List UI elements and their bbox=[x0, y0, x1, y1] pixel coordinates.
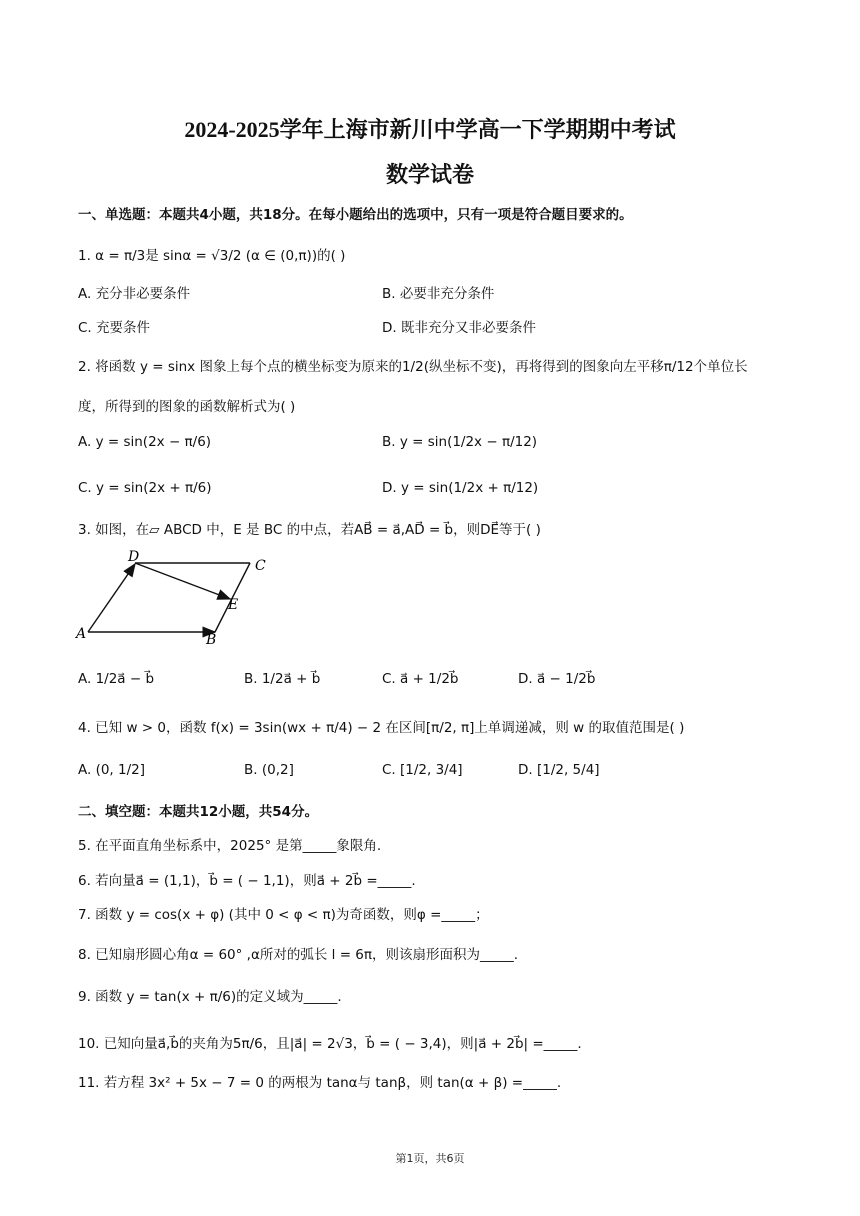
question-8: 8. 已知扇形圆心角α = 60° ,α所对的弧长 l = 6π，则该扇形面积为_____. bbox=[78, 947, 519, 963]
q4-option-b: B. (0,2] bbox=[244, 762, 294, 778]
q2-option-d: D. y = sin(1/2x + π/12) bbox=[382, 480, 539, 496]
q1-option-d: D. 既非充分又非必要条件 bbox=[382, 320, 536, 336]
vector-de bbox=[135, 563, 230, 599]
q1-option-c: C. 充要条件 bbox=[78, 320, 151, 336]
question-1-stem: 1. α = π/3是 sinα = √3/2 (α ∈ (0,π))的( ) bbox=[78, 248, 346, 264]
q3-option-d: D. a⃗ − 1/2b⃗ bbox=[518, 671, 596, 687]
q2-option-b: B. y = sin(1/2x − π/12) bbox=[382, 434, 538, 450]
question-2-stem-line1: 2. 将函数 y = sinx 图象上每个点的横坐标变为原来的1/2(纵坐标不变)，再将得到的图象向左平移π/12个单位长 bbox=[78, 359, 748, 375]
page-title: 2024-2025学年上海市新川中学高一下学期期中考试 bbox=[184, 117, 676, 142]
label-e: E bbox=[228, 597, 239, 613]
question-7: 7. 函数 y = cos(x + φ) (其中 0 < φ < π)为奇函数，则φ =_____； bbox=[78, 907, 489, 923]
label-d: D bbox=[128, 549, 140, 565]
page-subtitle: 数学试卷 bbox=[385, 162, 474, 187]
label-c: C bbox=[255, 558, 266, 574]
q3-option-a: A. 1/2a⃗ − b⃗ bbox=[78, 671, 155, 687]
question-11: 11. 若方程 3x² + 5x − 7 = 0 的两根为 tanα与 tanβ，则 tan(α + β) =_____. bbox=[78, 1075, 562, 1091]
q4-option-c: C. [1/2, 3/4] bbox=[382, 762, 463, 778]
vector-ad bbox=[88, 564, 135, 632]
q2-option-a: A. y = sin(2x − π/6) bbox=[78, 434, 212, 450]
q1-option-a: A. 充分非必要条件 bbox=[78, 286, 191, 302]
q2-option-c: C. y = sin(2x + π/6) bbox=[78, 480, 212, 496]
q4-option-d: D. [1/2, 5/4] bbox=[518, 762, 600, 778]
label-a: A bbox=[76, 626, 87, 642]
question-6: 6. 若向量a⃗ = (1,1)，b⃗ = ( − 1,1)，则a⃗ + 2b⃗ =_____. bbox=[78, 873, 416, 889]
q4-option-a: A. (0, 1/2] bbox=[78, 762, 146, 778]
question-2-stem-line2: 度，所得到的图象的函数解析式为( ) bbox=[78, 399, 296, 415]
page-footer: 第1页，共6页 bbox=[395, 1152, 465, 1165]
question-5: 5. 在平面直角坐标系中，2025° 是第_____象限角. bbox=[78, 838, 382, 854]
section-1-heading: 一、单选题：本题共4小题，共18分。在每小题给出的选项中，只有一项是符合题目要求的。 bbox=[78, 207, 633, 223]
q3-option-c: C. a⃗ + 1/2b⃗ bbox=[382, 671, 459, 687]
question-3-stem: 3. 如图，在▱ ABCD 中，E 是 BC 的中点，若AB⃗ = a⃗,AD⃗ = b⃗，则DE⃗等于( ) bbox=[78, 522, 541, 538]
q1-option-b: B. 必要非充分条件 bbox=[382, 286, 495, 302]
question-4-stem: 4. 已知 w > 0，函数 f(x) = 3sin(wx + π/4) − 2 在区间[π/2, π]上单调递减，则 w 的取值范围是( ) bbox=[78, 720, 685, 736]
question-10: 10. 已知向量a⃗,b⃗的夹角为5π/6，且|a⃗| = 2√3，b⃗ = ( − 3,4)，则|a⃗ + 2b⃗| =_____. bbox=[78, 1036, 582, 1052]
label-b: B bbox=[206, 632, 217, 648]
question-9: 9. 函数 y = tan(x + π/6)的定义域为_____. bbox=[78, 989, 342, 1005]
q3-option-b: B. 1/2a⃗ + b⃗ bbox=[244, 671, 321, 687]
parallelogram-figure bbox=[72, 548, 282, 648]
section-2-heading: 二、填空题：本题共12小题，共54分。 bbox=[78, 804, 319, 820]
